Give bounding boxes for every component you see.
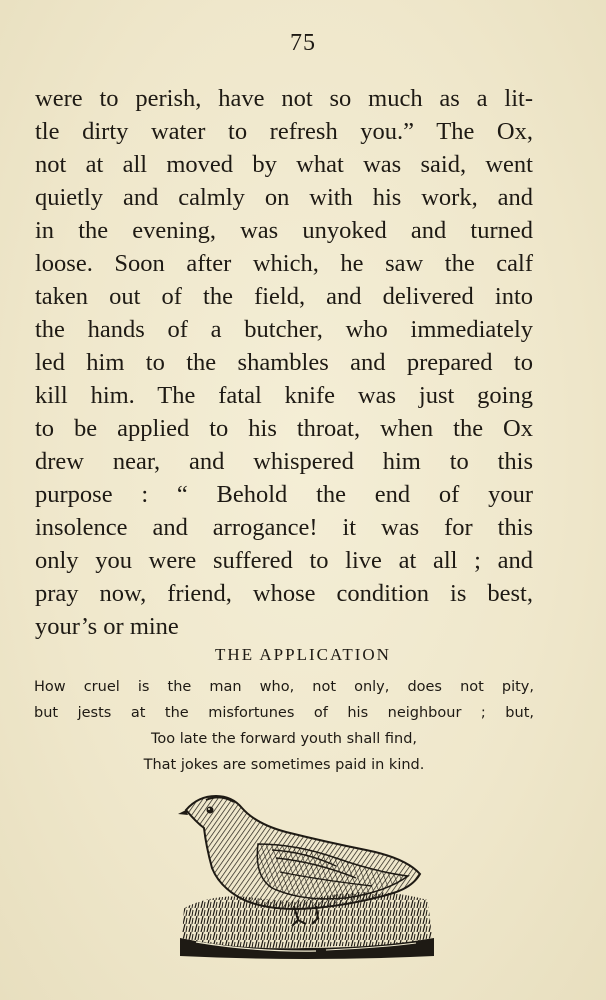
text-line: drew near, and whispered him to this (35, 448, 533, 475)
page-number: 75 (290, 30, 316, 56)
text-line: to be applied to his throat, when the Ox (35, 415, 533, 442)
text-line: were to perish, have not so much as a lit- (35, 85, 533, 112)
text-line: purpose : “ Behold the end of your (35, 481, 533, 508)
application-line: How cruel is the man who, not only, does not pity, (34, 679, 534, 695)
bird-woodcut-illustration (176, 788, 438, 960)
application-line: Too late the forward youth shall find, (150, 731, 418, 747)
application-line: That jokes are sometimes paid in kind. (143, 757, 425, 773)
text-line: taken out of the field, and delivered into (35, 283, 533, 310)
text-line: pray now, friend, whose condition is best, (35, 580, 533, 607)
text-line: in the evening, was unyoked and turned (35, 217, 533, 244)
text-line: tle dirty water to refresh you.” The Ox, (35, 118, 533, 145)
text-line: not at all moved by what was said, went (35, 151, 533, 178)
text-line: your’s or mine (35, 613, 179, 640)
text-line: led him to the shambles and prepared to (35, 349, 533, 376)
text-line: quietly and calmly on with his work, and (35, 184, 533, 211)
fable-text (35, 82, 533, 643)
application-heading: THE APPLICATION (215, 645, 391, 664)
text-line: the hands of a butcher, who immediately (35, 316, 533, 343)
text-line: only you were suffered to live at all ; and (35, 547, 533, 574)
text-line: loose. Soon after which, he saw the calf (35, 250, 533, 277)
text-line: insolence and arrogance! it was for this (35, 514, 533, 541)
application-line: but jests at the misfortunes of his neighbour ; but, (34, 705, 534, 721)
text-line: kill him. The fatal knife was just going (35, 382, 533, 409)
